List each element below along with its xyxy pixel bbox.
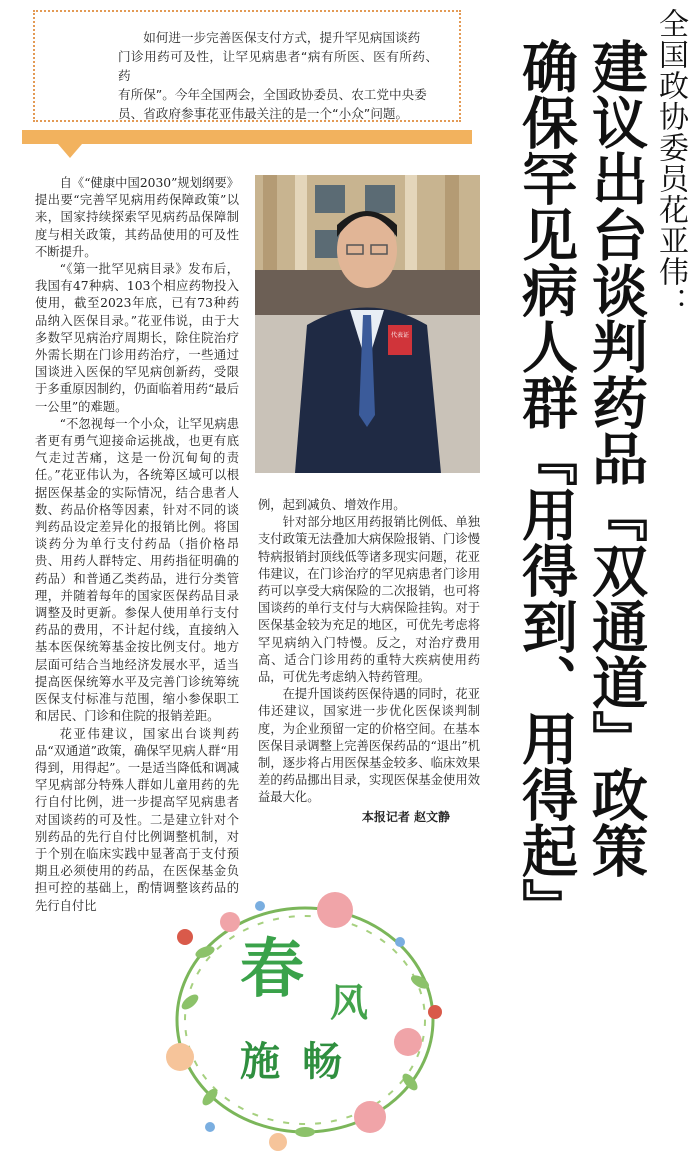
paragraph: 自《“健康中国2030”规划纲要》提出要“完善罕见病用药保障政策”以来，国家持续探索罕见病药品保障制度与相关政策，其药品使用的可及性不断提升。 <box>35 176 239 259</box>
flower-wreath <box>150 882 460 1152</box>
article-column-1 <box>35 175 239 915</box>
ribbon-notch <box>58 144 82 158</box>
lead-line: 员、省政府参事花亚伟最关注的是一个“小众”问题。 <box>118 106 409 121</box>
lead-line: 如何进一步完善医保支付方式，提升罕见病国谈药 <box>143 30 421 45</box>
ribbon-bar <box>22 130 472 144</box>
headline-line-2: 确保罕见病人群『用得到、用得起』 <box>513 38 578 934</box>
emblem-shichang: 施畅 <box>240 1038 364 1085</box>
paragraph: 在提升国谈药医保待遇的同时，花亚伟还建议，国家进一步优化医保谈判制度，为企业预留一定的价格空间。在基本医保目录调整上完善医保药品的“退出”机制，逐步将占用医保基金较多、临床效果差的药品挪出目录，实现医保基金使用效益最大化。 <box>258 687 480 805</box>
paragraph: 例，起到减负、增效作用。 <box>258 498 406 512</box>
headline-line-1: 建议出台谈判药品『双通道』政策 <box>583 38 648 878</box>
emblem-feng: 风 <box>330 980 369 1025</box>
emblem-chun: 春 <box>240 932 304 1007</box>
lead-line: 门诊用药可及性，让罕见病患者“病有所医、医有所药、药 <box>118 49 438 83</box>
article-column-2 <box>258 497 480 826</box>
paragraph: “《第一批罕见病目录》发布后，我国有47种病、103个相应药物投入使用，截至2023年底，已有73种药品纳入医保目录。”花亚伟说，由于大多数罕见病治疗周期长，除住院治疗外需长期在门诊用药治疗，一些通过国谈进入医保的罕见病创新药，受限于多重原因制约，仍面临着用药“最后一公里”的难题。 <box>35 262 239 414</box>
byline: 本报记者 赵文静 <box>361 809 450 824</box>
lead-paragraph <box>118 28 438 123</box>
portrait-photo <box>255 175 480 473</box>
paragraph: 花亚伟建议，国家出台谈判药品“双通道”政策，确保罕见病人群“用得到，用得起”。一是适当降低和调减罕见病部分特殊人群如儿童用药的先行自付比例，进一步提高罕见病患者对国谈药的可及性。二是建立针对个别药品的先行自付比例调整机制，对于个别在临床实践中显著高于支付预期且必须使用的药品，在医保基金负担可控的基础上，酌情调整该药品的先行自付比 <box>35 726 239 913</box>
paragraph: “不忽视每一个小众，让罕见病患者更有勇气迎接命运挑战，也更有底气走过苦痛，这是一份沉甸甸的责任。”花亚伟认为，各统筹区域可以根据医保基金的实际情况，结合患者人数、药品价格等因素，针对不同的谈判药品设定差异化的报销比例。将国谈药分为单行支付药品（指价格昂贵、用药人群特定、用药指征明确的药品）和普通乙类药品，进行分类管理，并随着每年的国家医保药品目录调整及时更新。参保人使用单行支付药品的费用，不计起付线，直接纳入基本医保统筹基金按比例支付。地方层面可结合当地经济发展水平，适当提高医保统筹水平及完善门诊统筹统医保支付标准与范围，缩小参保职工和居民、门诊和住院的报销差距。 <box>35 416 239 724</box>
lead-line: 有所保”。今年全国两会，全国政协委员、农工党中央委 <box>118 87 427 102</box>
paragraph: 针对部分地区用药报销比例低、单独支付政策无法叠加大病保险报销、门诊慢特病报销封顶线低等诸多现实问题，花亚伟建议，在门诊治疗的罕见病患者门诊用药可以享受大病保险的二次报销，也可将国谈药的单行支付与大病保险挂钩。对于医保基金较为充足的地区，可优先考虑将罕见病纳入门特慢。反之，对治疗费用高、适合门诊用药的重特大疾病使用药品，可优先考虑纳入特药管理。 <box>258 515 480 685</box>
headline-kicker: 全国政协委员花亚伟： <box>653 8 688 318</box>
badge-label: 代表证 <box>390 332 410 339</box>
portrait-illustration <box>255 175 480 473</box>
